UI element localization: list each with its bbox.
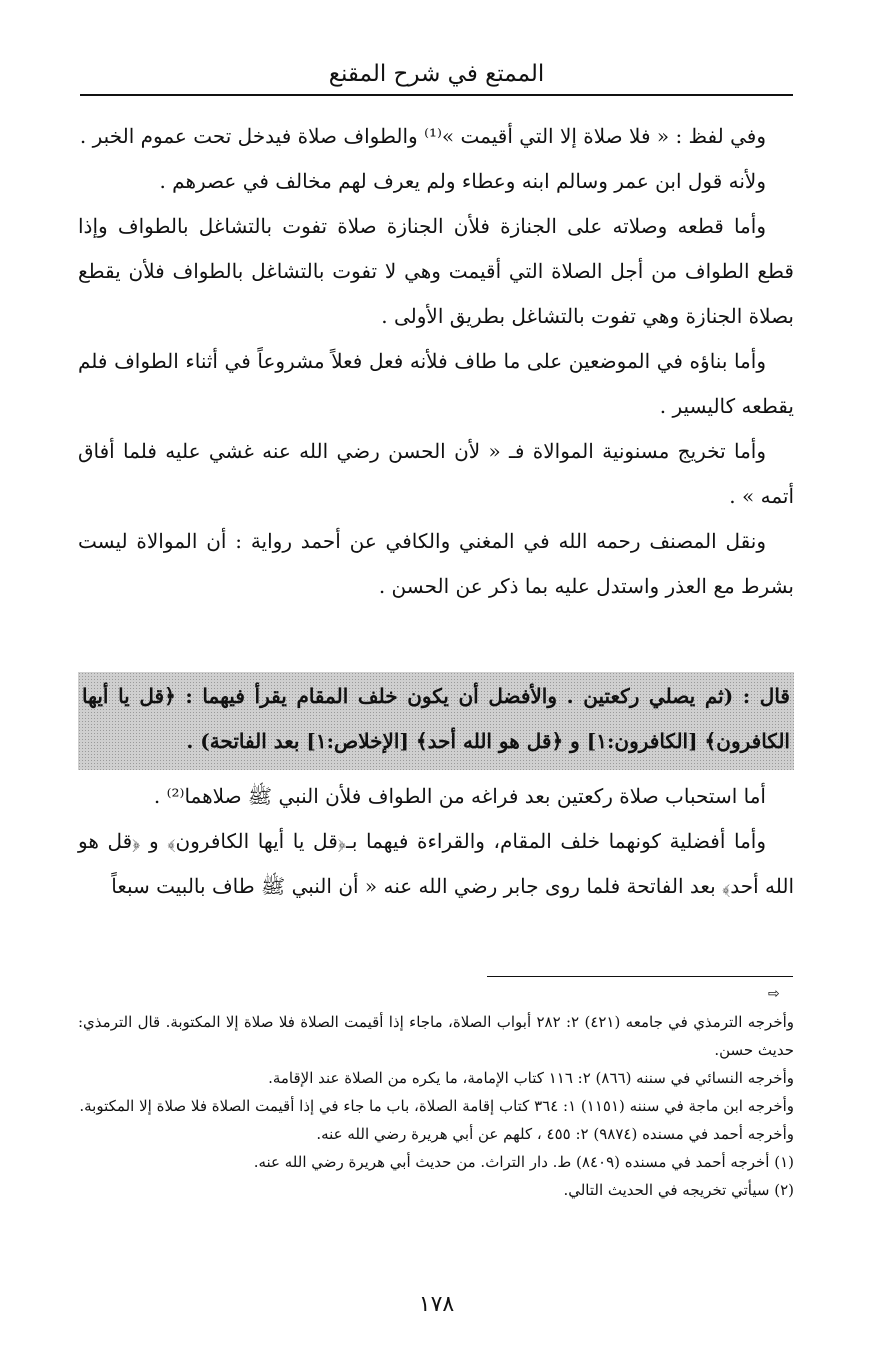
paragraph: ونقل المصنف رحمه الله في المغني والكافي عن أحمد رواية : أن الموالاة ليست بشرط مع العذر واستدل عليه بما ذكر عن الحسن . — [78, 529, 794, 598]
page-number: ١٧٨ — [418, 1292, 455, 1317]
paragraph: وفي لفظ : « فلا صلاة إلا التي أقيمت »⁽¹⁾ والطواف صلاة فيدخل تحت عموم الخبر . — [79, 124, 766, 148]
footnote: وأخرجه أحمد في مسنده (٩٨٧٤) ٢: ٤٥٥ ، كلهم عن أبي هريرة رضي الله عنه. — [316, 1125, 794, 1143]
paragraph: وأما أفضلية كونهما خلف المقام، والقراءة فيهما بـ﴿قل يا أيها الكافرون﴾ و ﴿قل هو الله أحد﴾ بعد الفاتحة فلما روى جابر رضي الله عنه « أن النبي ﷺ طاف بالبيت سبعاً — [78, 829, 794, 898]
paragraph: وأما قطعه وصلاته على الجنازة فلأن الجنازة صلاة تفوت بالتشاغل بالطواف وإذا قطع الطواف من أجل الصلاة التي أقيمت وهي لا تفوت بالتشاغل بالطواف فلأن يقطع بصلاة الجنازة وهي تفوت بالتشاغل بطريق الأولى . — [78, 214, 794, 328]
matn-text: قال : (ثم يصلي ركعتين . والأفضل أن يكون خلف المقام يقرأ فيهما : ﴿قل يا أيها الكافرون﴾ [الكافرون:١] و ﴿قل هو الله أحد﴾ [الإخلاص:١] بعد الفاتحة) . — [82, 684, 790, 753]
footnote: وأخرجه النسائي في سننه (٨٦٦) ٢: ١١٦ كتاب الإمامة، ما يكره من الصلاة عند الإقامة. — [268, 1069, 794, 1087]
paragraph: أما استحباب صلاة ركعتين بعد فراغه من الطواف فلأن النبي ﷺ صلاهما⁽²⁾ . — [153, 784, 766, 808]
running-title: الممتع في شرح المقنع — [328, 61, 545, 87]
footnotes — [78, 1008, 794, 1204]
arrow-left-icon: ⇨ — [768, 986, 780, 1002]
paragraph: وأما تخريج مسنونية الموالاة فـ « لأن الحسن رضي الله عنه غشي عليه فلما أفاق أتمه » . — [78, 439, 794, 508]
paragraph: ولأنه قول ابن عمر وسالم ابنه وعطاء ولم يعرف لهم مخالف في عصرهم . — [159, 169, 766, 193]
footnote: وأخرجه الترمذي في جامعه (٤٢١) ٢: ٢٨٢ أبواب الصلاة، ماجاء إذا أقيمت الصلاة فلا صلاة إلا المكتوبة. قال الترمذي: حديث حسن. — [78, 1013, 795, 1059]
paragraph: وأما بناؤه في الموضعين على ما طاف فلأنه فعل فعلاً مشروعاً في أثناء الطواف فلم يقطعه كاليسير . — [78, 349, 794, 418]
footnote: (٢) سيأتي تخريجه في الحديث التالي. — [563, 1181, 794, 1199]
body-text-continued — [78, 774, 794, 909]
header-rule — [80, 94, 793, 96]
footnote: (١) أخرجه أحمد في مسنده (٨٤٠٩) ط. دار التراث. من حديث أبي هريرة رضي الله عنه. — [253, 1153, 794, 1171]
body-text — [78, 114, 794, 609]
matn-highlight-box — [78, 672, 794, 770]
footnote: وأخرجه ابن ماجة في سننه (١١٥١) ١: ٣٦٤ كتاب إقامة الصلاة، باب ما جاء في إذا أقيمت الصلاة فلا صلاة إلا المكتوبة. — [79, 1097, 794, 1115]
footnote-rule — [487, 976, 793, 977]
